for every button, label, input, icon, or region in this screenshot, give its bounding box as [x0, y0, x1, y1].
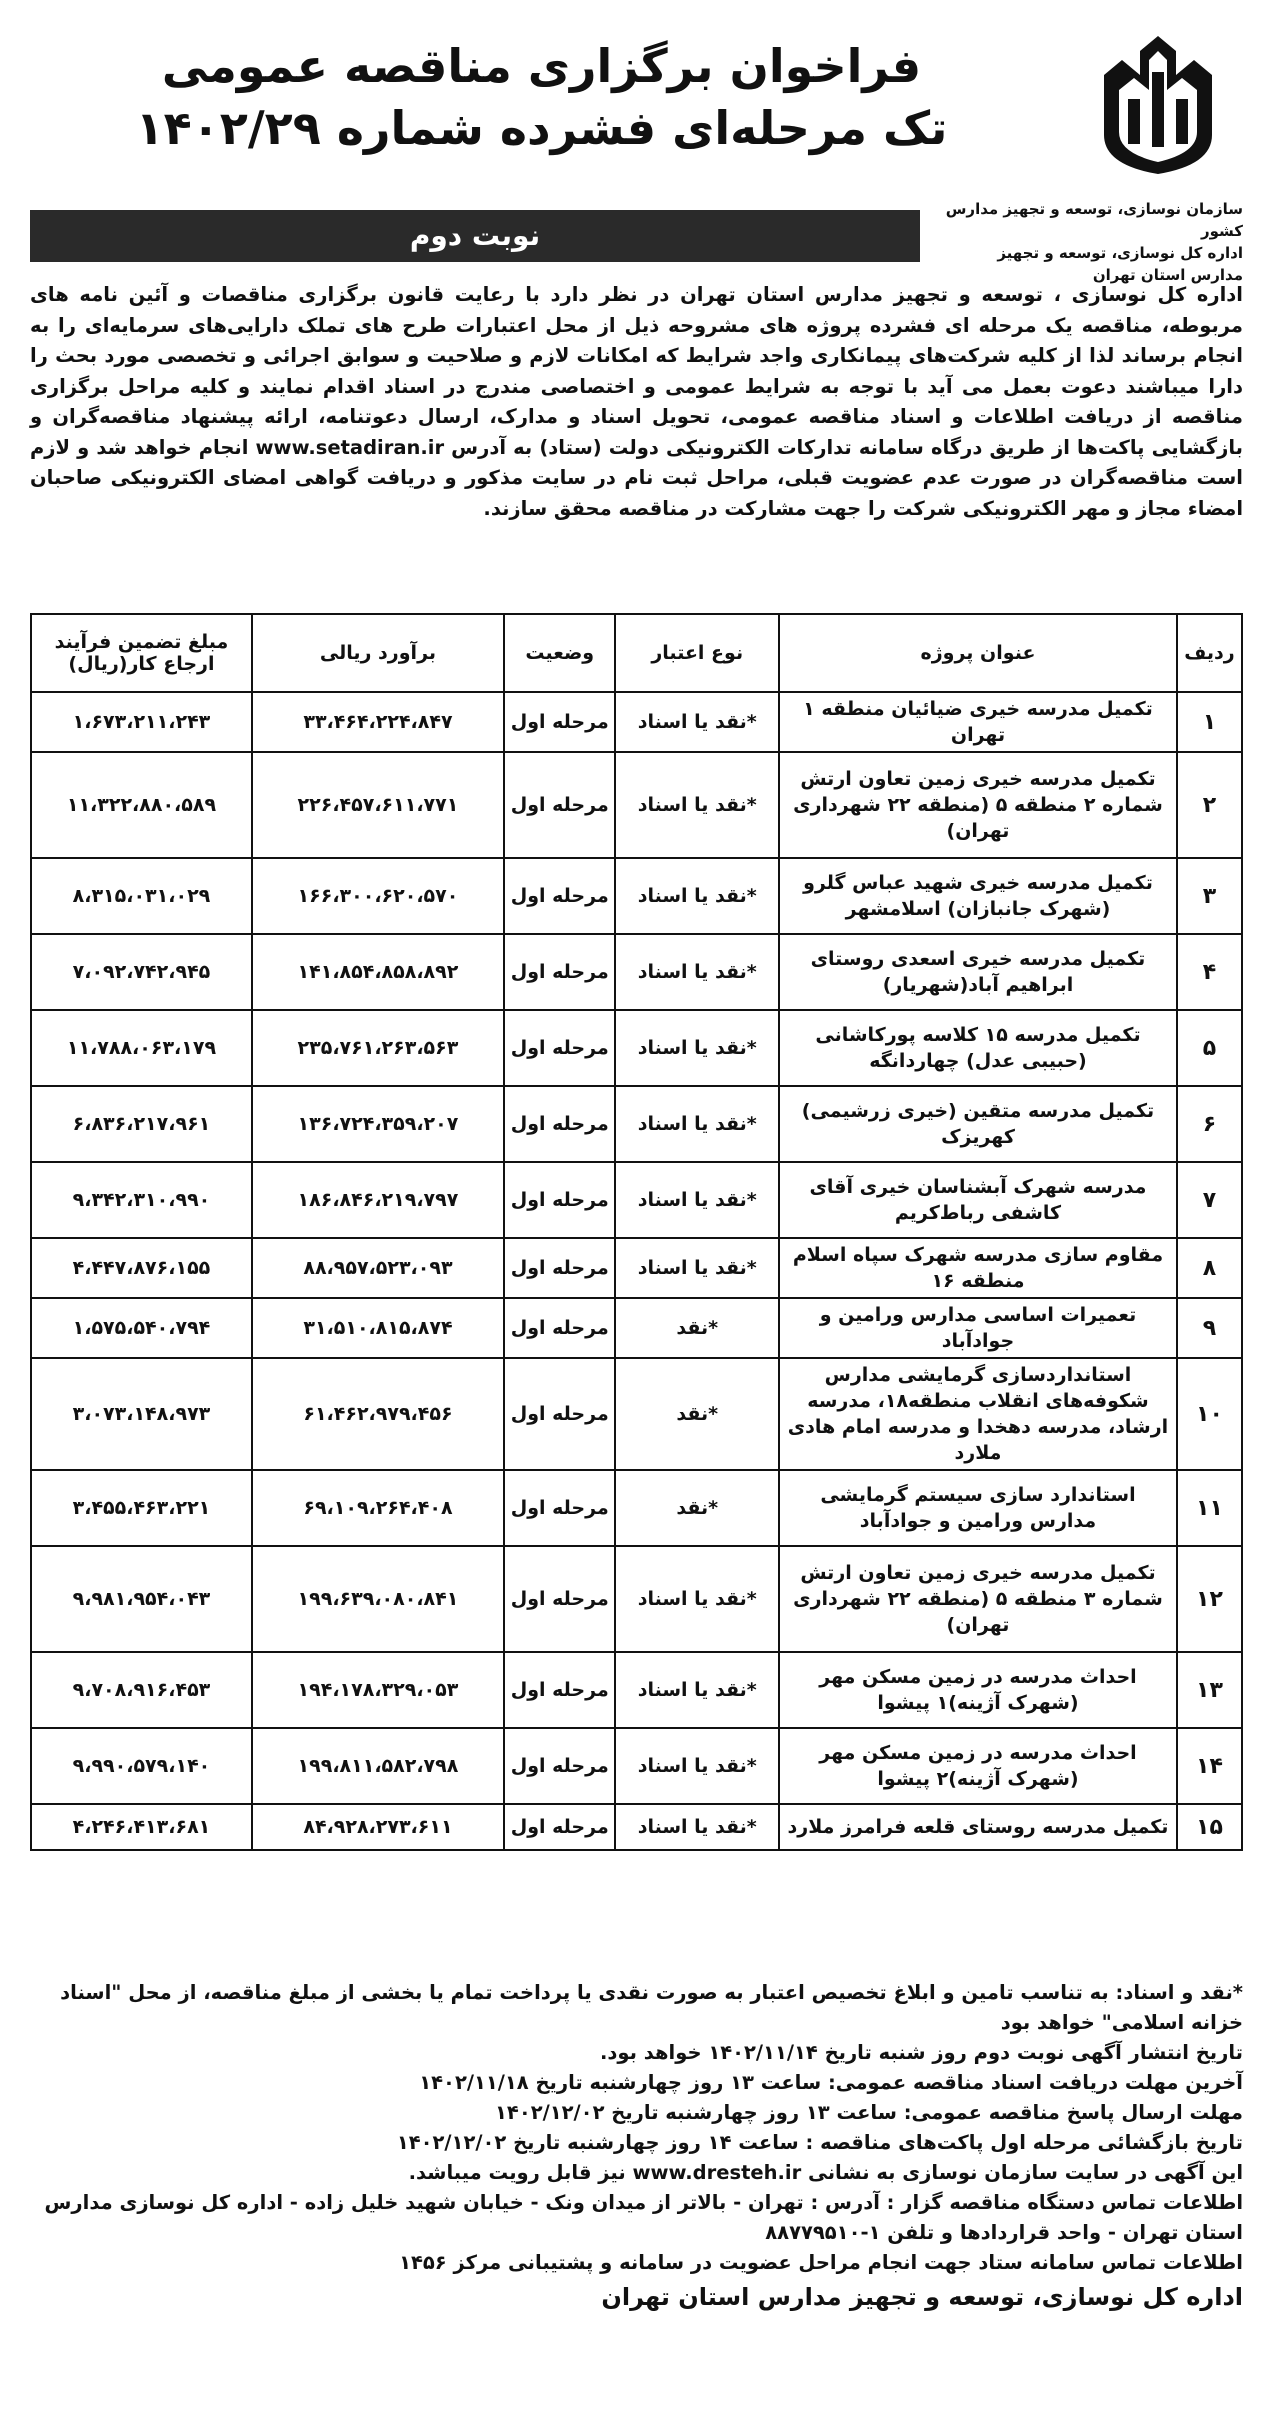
credit-type: *نقد یا اسناد [615, 1652, 779, 1728]
row-no: ۸ [1177, 1238, 1242, 1298]
note-deadline-bids: مهلت ارسال پاسخ مناقصه عمومی: ساعت ۱۳ روز چهارشنبه تاریخ ۱۴۰۲/۱۲/۰۲ [495, 2101, 1243, 2124]
credit-type: *نقد یا اسناد [615, 858, 779, 934]
table-row [31, 1238, 1242, 1298]
status: مرحله اول [504, 1238, 615, 1298]
guarantee-value: ۷،۰۹۲،۷۴۲،۹۴۵ [31, 934, 252, 1010]
header-status: وضعیت [504, 614, 615, 692]
guarantee-value: ۱۱،۷۸۸،۰۶۳،۱۷۹ [31, 1010, 252, 1086]
table-row [31, 692, 1242, 752]
signature: اداره کل نوسازی، توسعه و تجهیز مدارس استان تهران [601, 2283, 1243, 2311]
row-no: ۴ [1177, 934, 1242, 1010]
project-title: تکمیل مدرسه خیری زمین تعاون ارتش شماره ۲ منطقه ۵ (منطقه ۲۲ شهرداری تهران) [779, 752, 1177, 858]
table-row [31, 934, 1242, 1010]
estimate-value: ۱۹۹،۸۱۱،۵۸۲،۷۹۸ [252, 1728, 504, 1804]
guarantee-value: ۱،۵۷۵،۵۴۰،۷۹۴ [31, 1298, 252, 1358]
estimate-value: ۶۹،۱۰۹،۲۶۴،۴۰۸ [252, 1470, 504, 1546]
table-row [31, 1652, 1242, 1728]
organization-names [943, 198, 1243, 286]
row-no: ۶ [1177, 1086, 1242, 1162]
note-credit: *نقد و اسناد: به تناسب تامین و ابلاغ تخصیص اعتبار به صورت نقدی یا پرداخت تمام یا بخشی از مبلغ مناقصه، از محل "اسناد خزانه اسلامی" خواهد بود [60, 1981, 1243, 2034]
credit-type: *نقد یا اسناد [615, 752, 779, 858]
guarantee-value: ۹،۳۴۲،۳۱۰،۹۹۰ [31, 1162, 252, 1238]
estimate-value: ۲۳۵،۷۶۱،۲۶۳،۵۶۳ [252, 1010, 504, 1086]
table-row [31, 1546, 1242, 1652]
project-title: تکمیل مدرسه خیری ضیائیان منطقه ۱ تهران [779, 692, 1177, 752]
project-title: تعمیرات اساسی مدارس ورامین و جوادآباد [779, 1298, 1177, 1358]
row-no: ۱ [1177, 692, 1242, 752]
status: مرحله اول [504, 858, 615, 934]
project-title: مقاوم سازی مدرسه شهرک سپاه اسلام منطقه ۱۶ [779, 1238, 1177, 1298]
status: مرحله اول [504, 1010, 615, 1086]
status: مرحله اول [504, 1470, 615, 1546]
table-row [31, 1010, 1242, 1086]
status: مرحله اول [504, 1358, 615, 1470]
row-no: ۹ [1177, 1298, 1242, 1358]
header-estimate: برآورد ریالی [252, 614, 504, 692]
row-no: ۱۳ [1177, 1652, 1242, 1728]
guarantee-value: ۳،۰۷۳،۱۴۸،۹۷۳ [31, 1358, 252, 1470]
credit-type: *نقد یا اسناد [615, 1728, 779, 1804]
project-title: مدرسه شهرک آبشناسان خیری آقای کاشفی رباط‌کریم [779, 1162, 1177, 1238]
note-support: اطلاعات تماس سامانه ستاد جهت انجام مراحل عضویت در سامانه و پشتیبانی مرکز ۱۴۵۶ [399, 2251, 1243, 2274]
row-no: ۷ [1177, 1162, 1242, 1238]
notes-section [30, 1978, 1243, 2312]
credit-type: *نقد [615, 1358, 779, 1470]
ministry-emblem-icon [1083, 30, 1233, 180]
project-title: تکمیل مدرسه خیری زمین تعاون ارتش شماره ۳ منطقه ۵ (منطقه ۲۲ شهرداری تهران) [779, 1546, 1177, 1652]
table-row [31, 1298, 1242, 1358]
project-title: استاندارد سازی سیستم گرمایشی مدارس ورامین و جوادآباد [779, 1470, 1177, 1546]
row-no: ۲ [1177, 752, 1242, 858]
credit-type: *نقد یا اسناد [615, 692, 779, 752]
header-guarantee: مبلغ تضمین فرآیند ارجاع کار(ریال) [31, 614, 252, 692]
table-header-row [31, 614, 1242, 692]
project-title: تکمیل مدرسه خیری شهید عباس گلرو (شهرک جانبازان) اسلامشهر [779, 858, 1177, 934]
table-row [31, 1804, 1242, 1850]
credit-type: *نقد یا اسناد [615, 934, 779, 1010]
project-title: احداث مدرسه در زمین مسکن مهر (شهرک آژینه)۲ پیشوا [779, 1728, 1177, 1804]
status: مرحله اول [504, 1162, 615, 1238]
page-subtitle: تک مرحله‌ای فشرده شماره ۱۴۰۲/۲۹ [135, 101, 948, 155]
guarantee-value: ۹،۷۰۸،۹۱۶،۴۵۳ [31, 1652, 252, 1728]
project-title: تکمیل مدرسه خیری اسعدی روستای ابراهیم آباد(شهریار) [779, 934, 1177, 1010]
guarantee-value: ۴،۴۴۷،۸۷۶،۱۵۵ [31, 1238, 252, 1298]
org-line-2: اداره کل نوسازی، توسعه و تجهیز مدارس استان تهران [997, 244, 1243, 284]
guarantee-value: ۶،۸۳۶،۲۱۷،۹۶۱ [31, 1086, 252, 1162]
guarantee-value: ۹،۹۹۰،۵۷۹،۱۴۰ [31, 1728, 252, 1804]
estimate-value: ۳۳،۴۶۴،۲۲۴،۸۴۷ [252, 692, 504, 752]
estimate-value: ۳۱،۵۱۰،۸۱۵،۸۷۴ [252, 1298, 504, 1358]
estimate-value: ۱۸۶،۸۴۶،۲۱۹،۷۹۷ [252, 1162, 504, 1238]
estimate-value: ۸۴،۹۲۸،۲۷۳،۶۱۱ [252, 1804, 504, 1850]
row-no: ۱۰ [1177, 1358, 1242, 1470]
table-row [31, 1162, 1242, 1238]
credit-type: *نقد یا اسناد [615, 1086, 779, 1162]
status: مرحله اول [504, 1298, 615, 1358]
guarantee-value: ۱،۶۷۳،۲۱۱،۲۴۳ [31, 692, 252, 752]
credit-type: *نقد [615, 1470, 779, 1546]
estimate-value: ۱۹۴،۱۷۸،۳۲۹،۰۵۳ [252, 1652, 504, 1728]
estimate-value: ۲۲۶،۴۵۷،۶۱۱،۷۷۱ [252, 752, 504, 858]
credit-type: *نقد یا اسناد [615, 1238, 779, 1298]
table-row [31, 1470, 1242, 1546]
status: مرحله اول [504, 1728, 615, 1804]
page-title: فراخوان برگزاری مناقصه عمومی [161, 39, 922, 93]
status: مرحله اول [504, 1804, 615, 1850]
note-website: این آگهی در سایت سازمان نوسازی به نشانی www.dresteh.ir نیز قابل رویت میباشد. [408, 2161, 1243, 2184]
note-publish-date: تاریخ انتشار آگهی نوبت دوم روز شنبه تاریخ ۱۴۰۲/۱۱/۱۴ خواهد بود. [600, 2041, 1243, 2064]
status: مرحله اول [504, 752, 615, 858]
note-deadline-docs: آخرین مهلت دریافت اسناد مناقصه عمومی: ساعت ۱۳ روز چهارشنبه تاریخ ۱۴۰۲/۱۱/۱۸ [419, 2071, 1243, 2094]
guarantee-value: ۸،۳۱۵،۰۳۱،۰۲۹ [31, 858, 252, 934]
intro-paragraph: اداره کل نوسازی ، توسعه و تجهیز مدارس استان تهران در نظر دارد با رعایت قانون برگزاری مناقصات و آئین نامه های مربوطه، مناقصه یک مرحله ای فشرده پروژه های مشروحه ذیل از محل اعتبارات طرح های تملک دارایی‌های سرمایه‌ای را به انجام برساند لذا از کلیه شرکت‌های پیمانکاری واجد شرایط که امکانات لازم و صلاحیت و سوابق اجرائی و تخصصی مورد بحث را دارا میباشند دعوت بعمل می آید با توجه به شرایط عمومی و اختصاصی مندرج در اسناد اقدام نمایند و کلیه مراحل برگزاری مناقصه از دریافت اطلاعات و اسناد مناقصه عمومی، تحویل اسناد و مدارک، ارسال دعوتنامه، ارائه پیشنهاد مناقصه‌گران و بازگشایی پاکت‌ها از طریق درگاه سامانه تدارکات الکترونیکی دولت (ستاد) به آدرس www.setadiran.ir انجام خواهد شد و لازم است مناقصه‌گران در صورت عدم عضویت قبلی، مراحل ثبت نام در سایت مذکور و دریافت گواهی امضای الکترونیکی صاحبان امضاء مجاز و مهر الکترونیکی شرکت را جهت مشارکت در مناقصه محقق سازند. [30, 283, 1243, 520]
estimate-value: ۱۳۶،۷۲۴،۳۵۹،۲۰۷ [252, 1086, 504, 1162]
status: مرحله اول [504, 1086, 615, 1162]
status: مرحله اول [504, 692, 615, 752]
guarantee-value: ۴،۲۴۶،۴۱۳،۶۸۱ [31, 1804, 252, 1850]
table-row [31, 1358, 1242, 1470]
status: مرحله اول [504, 934, 615, 1010]
estimate-value: ۱۶۶،۳۰۰،۶۲۰،۵۷۰ [252, 858, 504, 934]
status: مرحله اول [504, 1546, 615, 1652]
round-label: نوبت دوم [30, 210, 920, 262]
guarantee-value: ۱۱،۳۲۲،۸۸۰،۵۸۹ [31, 752, 252, 858]
credit-type: *نقد یا اسناد [615, 1010, 779, 1086]
row-no: ۱۵ [1177, 1804, 1242, 1850]
estimate-value: ۸۸،۹۵۷،۵۲۳،۰۹۳ [252, 1238, 504, 1298]
guarantee-value: ۳،۴۵۵،۴۶۳،۲۲۱ [31, 1470, 252, 1546]
credit-type: *نقد یا اسناد [615, 1546, 779, 1652]
project-title: احداث مدرسه در زمین مسکن مهر (شهرک آژینه)۱ پیشوا [779, 1652, 1177, 1728]
table-row [31, 1728, 1242, 1804]
project-title: تکمیل مدرسه روستای قلعه فرامرز ملارد [779, 1804, 1177, 1850]
row-no: ۱۴ [1177, 1728, 1242, 1804]
row-no: ۱۲ [1177, 1546, 1242, 1652]
guarantee-value: ۹،۹۸۱،۹۵۴،۰۴۳ [31, 1546, 252, 1652]
row-no: ۵ [1177, 1010, 1242, 1086]
row-no: ۱۱ [1177, 1470, 1242, 1546]
table-row [31, 1086, 1242, 1162]
status: مرحله اول [504, 1652, 615, 1728]
credit-type: *نقد یا اسناد [615, 1804, 779, 1850]
header-title: عنوان پروژه [779, 614, 1177, 692]
header-no: ردیف [1177, 614, 1242, 692]
note-contact: اطلاعات تماس دستگاه مناقصه گزار : آدرس : تهران - بالاتر از میدان ونک - خیابان شهید خلیل زاده - اداره کل نوسازی مدارس استان تهران - واحد قراردادها و تلفن ۱-۸۸۷۷۹۵۱۰ [44, 2191, 1243, 2244]
project-title: تکمیل مدرسه ۱۵ کلاسه پورکاشانی (حبیبی عدل) چهاردانگه [779, 1010, 1177, 1086]
row-no: ۳ [1177, 858, 1242, 934]
estimate-value: ۱۴۱،۸۵۴،۸۵۸،۸۹۲ [252, 934, 504, 1010]
projects-table [30, 613, 1243, 1851]
note-opening: تاریخ بازگشائی مرحله اول پاکت‌های مناقصه : ساعت ۱۴ روز چهارشنبه تاریخ ۱۴۰۲/۱۲/۰۲ [396, 2131, 1243, 2154]
table-row [31, 858, 1242, 934]
logo [1073, 30, 1243, 190]
org-line-1: سازمان نوسازی، توسعه و تجهیز مدارس کشور [945, 200, 1243, 240]
estimate-value: ۶۱،۴۶۲،۹۷۹،۴۵۶ [252, 1358, 504, 1470]
credit-type: *نقد [615, 1298, 779, 1358]
title-block [30, 35, 1053, 159]
project-title: تکمیل مدرسه متقین (خیری زرشیمی) کهریزک [779, 1086, 1177, 1162]
notice-header [30, 30, 1243, 284]
project-title: استانداردسازی گرمایشی مدارس شکوفه‌های انقلاب منطقه۱۸، مدرسه ارشاد، مدرسه دهخدا و مدرسه امام هادی ملارد [779, 1358, 1177, 1470]
header-credit: نوع اعتبار [615, 614, 779, 692]
tender-notice [30, 30, 1243, 2400]
table-row [31, 752, 1242, 858]
credit-type: *نقد یا اسناد [615, 1162, 779, 1238]
estimate-value: ۱۹۹،۶۳۹،۰۸۰،۸۴۱ [252, 1546, 504, 1652]
